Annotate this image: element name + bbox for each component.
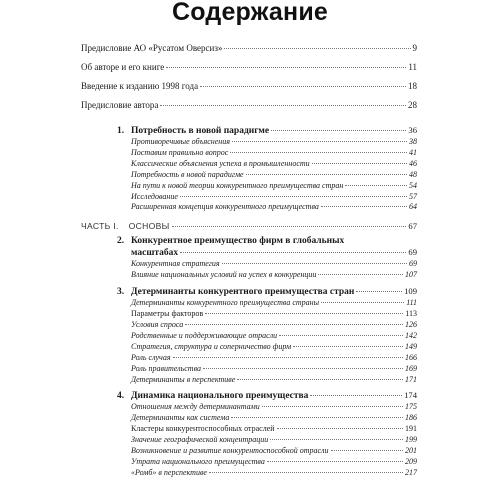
dot-leader [331,450,403,451]
toc-subentry[interactable] [131,170,417,181]
toc-subentry[interactable] [131,364,417,375]
dot-leader [270,439,403,440]
toc-entry-label: Расширенная концепция конкурентного преимущества [131,202,319,212]
dot-leader [166,67,406,68]
toc-entry-page: 69 [408,247,417,258]
toc-subentry[interactable] [131,457,417,468]
toc-entry-label: Кластеры конкурентоспособных отраслей [131,424,275,434]
dot-leader [173,357,403,358]
toc-entry-page: 199 [405,435,417,445]
chapter-title: Детерминанты конкурентного преимущества стран [131,287,355,298]
toc-subentry[interactable] [131,181,417,192]
toc-entry-page: 169 [405,363,417,373]
toc-entry-page: 64 [409,202,417,212]
toc-entry-label: «Ромб» в перспективе [131,467,207,477]
toc-entry-label: Детерминанты конкурентного преимущества страны [131,298,320,308]
toc-subentry[interactable] [131,446,417,457]
toc-entry-author-foreword[interactable] [81,100,417,124]
dot-leader [293,346,403,347]
toc-entry-page: 166 [405,352,417,362]
toc-entry-page: 174 [404,390,417,401]
toc-entry-label: Противоречивые объяснения [131,137,230,146]
toc-entry-label: Стратегия, структура и соперничество фирм [131,341,292,351]
toc-entry-page: 41 [409,147,417,157]
dot-leader [345,185,407,186]
toc-entry-label: Предисловие АО «Русатом Оверсиз» [81,43,223,53]
toc-entry-intro-1998[interactable] [81,81,417,100]
chapter-title: Динамика национального преимущества [131,391,309,402]
toc-subentry[interactable] [131,342,417,353]
toc-entry-page: 9 [412,43,417,53]
toc-subentry[interactable] [131,320,417,331]
toc-chapter-3[interactable] [117,285,417,298]
dot-leader [180,252,406,253]
toc-entry-page: 67 [408,221,417,232]
dot-leader [271,130,406,131]
toc-entry-page: 48 [409,169,417,179]
toc-subentry[interactable] [131,159,417,170]
toc-entry-page: 126 [405,319,417,329]
dot-leader [318,274,403,275]
toc-entry-page: 18 [408,81,417,91]
toc-entry-label: Родственные и поддерживающие отрасли [131,330,278,340]
toc-subentry[interactable] [131,137,417,148]
dot-leader [224,48,410,49]
toc-entry-label: Параметры факторов [131,309,204,319]
toc-subentry[interactable] [131,375,417,386]
dot-leader [232,141,407,142]
dot-leader [231,417,403,418]
toc-entry-page: 186 [405,413,417,423]
toc-entry-label: Детерминанты в перспективе [131,374,236,384]
dot-leader [230,152,407,153]
toc-entry-page: 209 [405,456,417,466]
toc-entry-label: Поставим правильно вопрос [131,147,229,157]
toc-entry-page: 142 [405,330,417,340]
dot-leader [321,206,407,207]
toc-entry-page: 54 [409,180,417,190]
dot-leader [209,472,403,473]
dot-leader [356,291,402,292]
chapter-number: 2. [117,236,125,247]
toc-chapter-2[interactable] [117,236,417,259]
toc-entry-label: Роль случая [131,352,171,362]
dot-leader [200,86,406,87]
dot-leader [205,313,403,314]
toc-entry-label: Значение географической концентрации [131,435,269,445]
toc-entry-label: Конкурентная стратегия [131,259,220,269]
toc-entry-label: Утрата национального преимущества [131,456,265,466]
toc-entry-label: Влияние национальных условий на успех в конкуренции [131,270,317,280]
toc-entry-about-author[interactable] [81,62,417,81]
toc-entry-label: Исследование [131,191,178,201]
toc-subentry[interactable] [131,259,417,270]
toc-entry-page: 46 [409,158,417,168]
toc-subentry[interactable] [131,148,417,159]
toc-subentry[interactable] [131,270,417,281]
toc-entry-page: 217 [405,467,417,477]
chapter-number: 1. [117,126,125,136]
chapter-number: 3. [117,287,125,298]
toc-chapter-1[interactable] [117,124,417,137]
dot-leader [310,395,402,396]
toc-entry-page: 36 [408,125,417,135]
toc-entry-label: На пути к новой теории конкурентного преимущества стран [131,180,344,190]
toc-entry-page: 11 [408,62,417,72]
toc-entry-page: 57 [409,191,417,201]
toc-entry-label: Роль правительства [131,363,202,373]
dot-leader [321,302,404,303]
chapter-title: Потребность в новой парадигме [131,126,270,136]
toc-entry-page: 175 [405,402,417,412]
dot-leader [160,105,406,106]
toc-entry-foreword-rusatom[interactable] [81,43,417,62]
toc-entry-page: 28 [408,100,417,110]
toc-chapter-4[interactable] [117,389,417,402]
toc-part-1[interactable] [81,221,417,231]
dot-leader [262,406,403,407]
dot-leader [312,163,407,164]
dot-leader [172,226,407,227]
toc-entry-label: Отношения между детерминантами [131,402,260,412]
dot-leader [203,368,403,369]
toc-entry-page: 107 [405,270,417,280]
dot-leader [277,428,403,429]
toc-subentry[interactable] [131,202,417,213]
part-separator: . [115,221,119,232]
toc-entry-label: Возникновение и развитие конкурентоспособной отрасли [131,446,329,456]
page-title: Содержание [171,0,329,26]
chapter-number: 4. [117,391,125,402]
chapter-title-line2: масштабах [131,248,179,259]
toc-entry-page: 171 [405,374,417,384]
toc-entry-label: Классические объяснения успеха в промышленности [131,158,310,168]
toc-subentry[interactable] [131,435,417,446]
dot-leader [237,379,403,380]
toc-entry-label: Предисловие автора [81,100,159,110]
dot-leader [180,196,407,197]
toc-subentry[interactable] [131,402,417,413]
toc-entry-page: 111 [406,298,417,308]
dot-leader [279,335,403,336]
dot-leader [246,174,407,175]
toc-entry-label: Об авторе и его книге [81,62,165,72]
toc-entry-page: 191 [405,424,417,434]
toc-subentry[interactable] [131,424,417,435]
toc-entry-page: 69 [409,259,417,269]
toc-entry-label: Введение к изданию 1998 года [81,81,199,91]
part-name: ОСНОВЫ [128,221,170,232]
toc-entry-page: 109 [404,286,417,297]
toc-entry-page: 113 [405,309,417,319]
dot-leader [185,324,403,325]
toc-entry-label: Потребность в новой парадигме [131,169,244,179]
table-of-contents [81,43,417,479]
chapter-title-line1: Конкурентное преимущество фирм в глобальных [131,236,345,247]
toc-entry-page: 201 [405,446,417,456]
toc-subentry[interactable] [131,192,417,203]
toc-entry-page: 38 [409,137,417,146]
dot-leader [222,263,407,264]
toc-subentry[interactable] [131,468,417,479]
toc-subentry[interactable] [131,413,417,424]
toc-entry-label: Детерминанты как система [131,413,230,423]
toc-entry-page: 149 [405,341,417,351]
toc-subentry[interactable] [131,353,417,364]
dot-leader [267,461,403,462]
toc-subentry[interactable] [131,331,417,342]
toc-subentry[interactable] [131,309,417,320]
toc-entry-label: Условия спроса [131,319,184,329]
toc-subentry[interactable] [131,298,417,309]
part-label: ЧАСТЬ I [81,221,116,232]
